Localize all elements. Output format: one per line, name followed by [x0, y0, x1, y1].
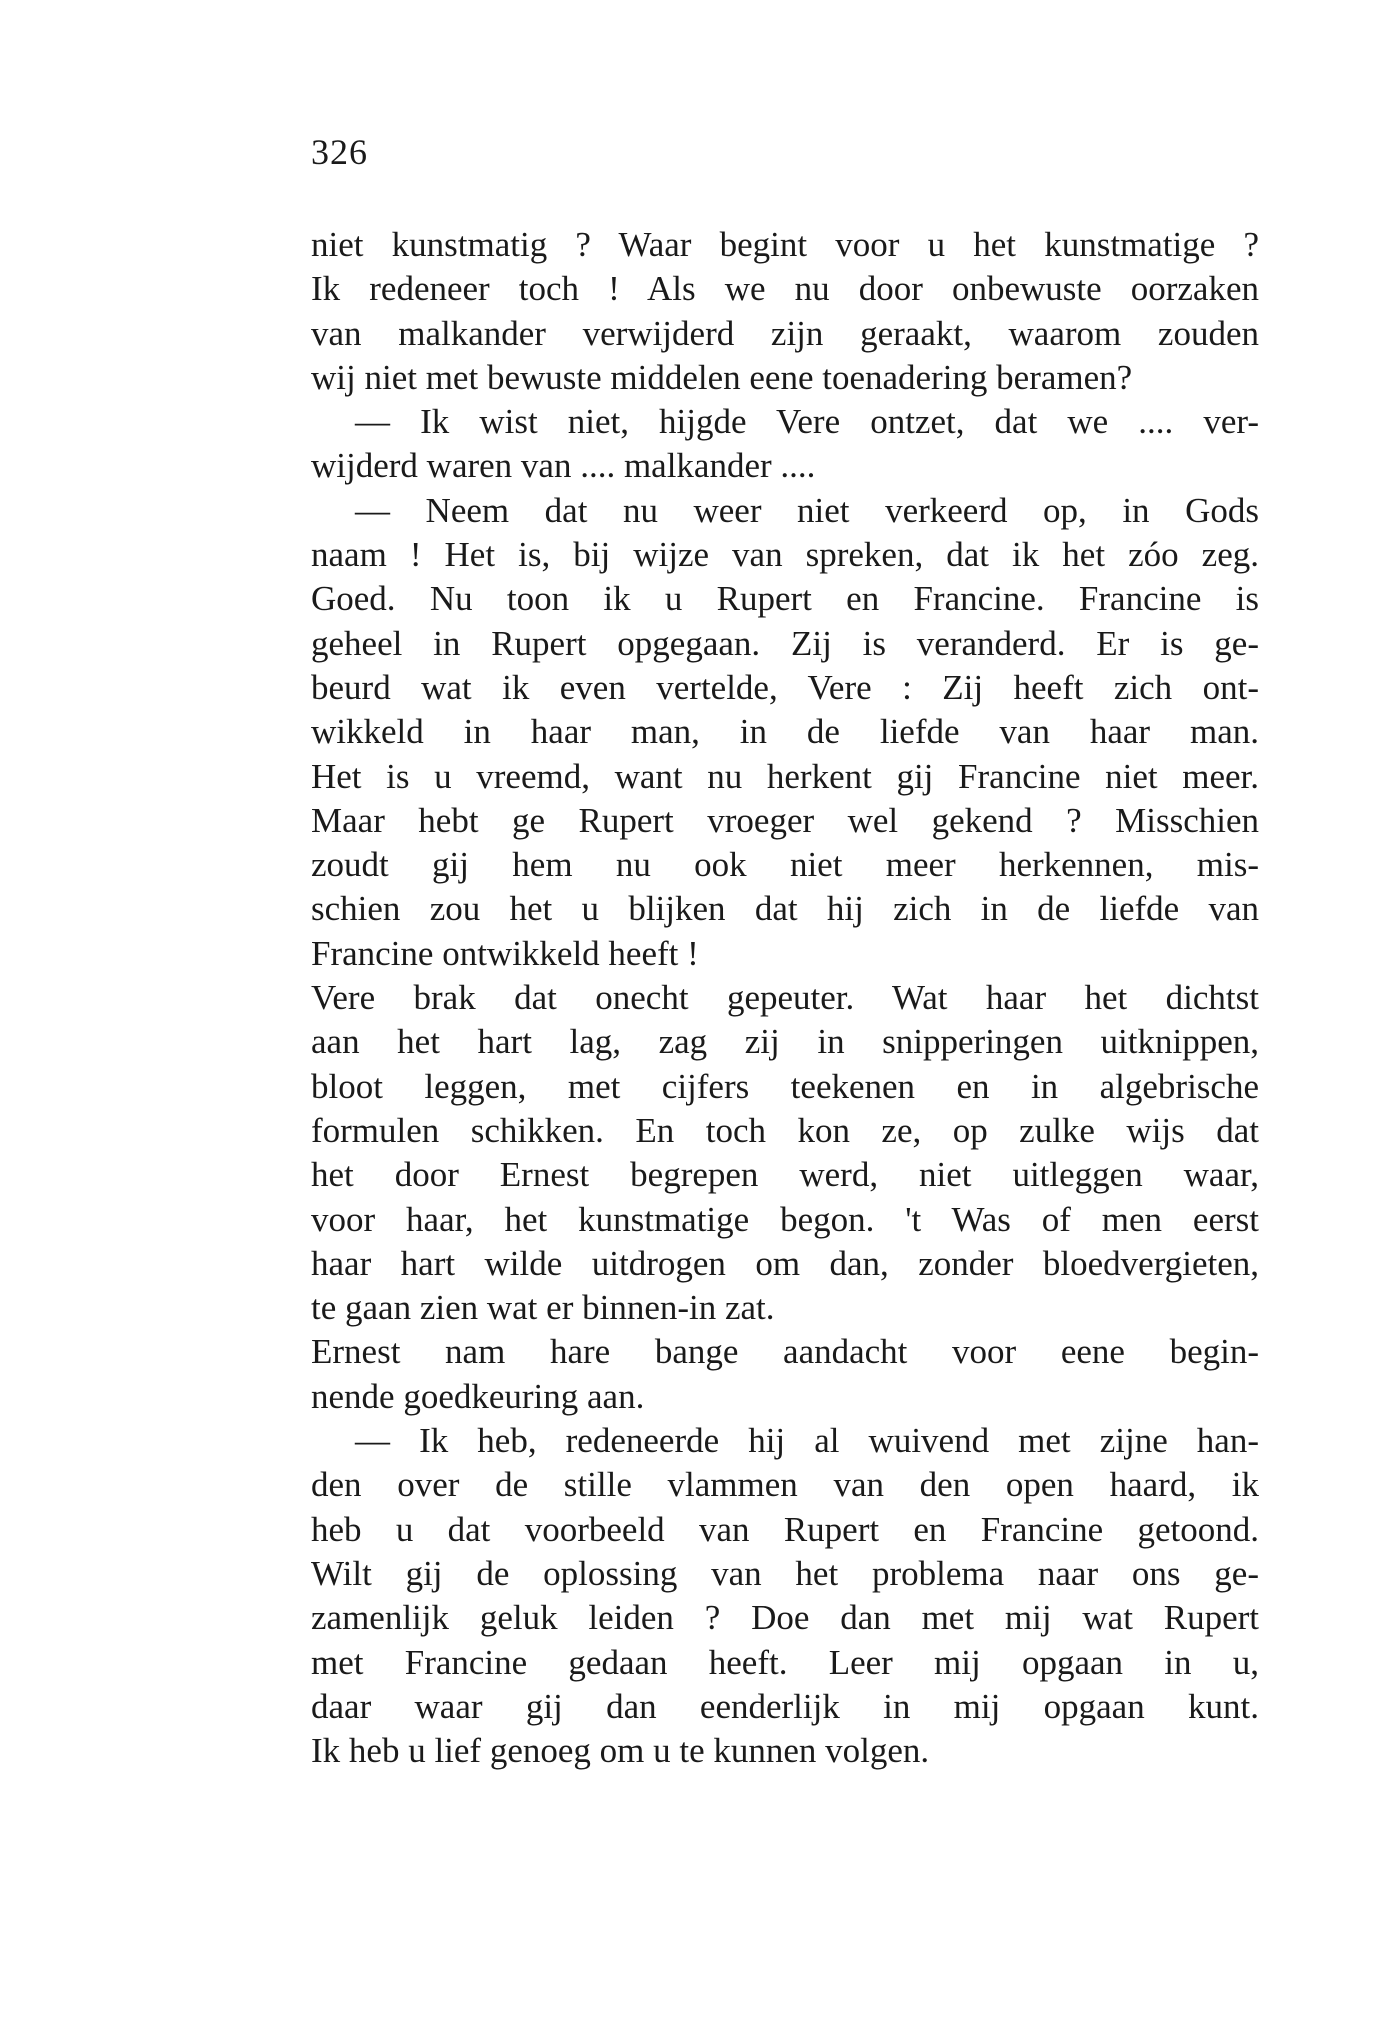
text-line: wikkeld in haar man, in de liefde van haar man. — [311, 712, 1259, 752]
body-text — [311, 223, 1259, 1773]
text-line: — Ik heb, redeneerde hij al wuivend met zijne han- — [355, 1421, 1259, 1461]
text-line: wijderd waren van .... malkander .... — [311, 446, 816, 486]
text-line: van malkander verwijderd zijn geraakt, waarom zouden — [311, 313, 1259, 353]
text-line: het door Ernest begrepen werd, niet uitleggen waar, — [311, 1155, 1259, 1195]
text-line: Ik heb u lief genoeg om u te kunnen volgen. — [311, 1731, 930, 1771]
text-line: aan het hart lag, zag zij in snipperingen uitknippen, — [311, 1022, 1259, 1062]
text-line: heb u dat voorbeeld van Rupert en Francine getoond. — [311, 1509, 1259, 1549]
text-line: zoudt gij hem nu ook niet meer herkennen, mis- — [311, 845, 1259, 885]
text-line: voor haar, het kunstmatige begon. 't Was of men eerst — [311, 1199, 1259, 1239]
text-line: den over de stille vlammen van den open haard, ik — [311, 1465, 1259, 1505]
text-line: Ernest nam hare bange aandacht voor eene begin- — [311, 1332, 1259, 1372]
text-line: niet kunstmatig ? Waar begint voor u het kunstmatige ? — [311, 225, 1259, 264]
text-line: Wilt gij de oplossing van het problema naar ons ge- — [311, 1553, 1259, 1593]
text-line: Maar hebt ge Rupert vroeger wel gekend ? Misschien — [311, 800, 1259, 840]
text-line: Ik redeneer toch ! Als we nu door onbewuste oorzaken — [311, 269, 1259, 309]
text-line: wij niet met bewuste middelen eene toenadering beramen? — [311, 357, 1133, 397]
text-line: — Neem dat nu weer niet verkeerd op, in Gods — [355, 490, 1259, 530]
text-line: nende goedkeuring aan. — [311, 1376, 645, 1416]
text-line: beurd wat ik even vertelde, Vere : Zij heeft zich ont- — [311, 667, 1259, 707]
text-line: Het is u vreemd, want nu herkent gij Francine niet meer. — [311, 756, 1259, 796]
text-line: schien zou het u blijken dat hij zich in de liefde van — [311, 889, 1259, 929]
text-line: Francine ontwikkeld heeft ! — [311, 933, 699, 973]
text-line: geheel in Rupert opgegaan. Zij is veranderd. Er is ge- — [311, 623, 1259, 663]
text-line: — Ik wist niet, hijgde Vere ontzet, dat we .... ver- — [355, 402, 1259, 442]
text-line: formulen schikken. En toch kon ze, op zulke wijs dat — [311, 1110, 1259, 1150]
page-number: 326 — [311, 132, 368, 172]
text-line: bloot leggen, met cijfers teekenen en in algebrische — [311, 1066, 1259, 1106]
text-line: daar waar gij dan eenderlijk in mij opgaan kunt. — [311, 1686, 1259, 1726]
text-line: Goed. Nu toon ik u Rupert en Francine. Francine is — [311, 579, 1259, 619]
text-line: naam ! Het is, bij wijze van spreken, dat ik het zóo zeg. — [311, 535, 1259, 575]
text-line: Vere brak dat onecht gepeuter. Wat haar het dichtst — [311, 978, 1259, 1018]
text-line: haar hart wilde uitdrogen om dan, zonder bloedvergieten, — [311, 1243, 1259, 1283]
text-line: zamenlijk geluk leiden ? Doe dan met mij wat Rupert — [311, 1598, 1259, 1638]
text-line: te gaan zien wat er binnen-in zat. — [311, 1288, 775, 1328]
text-line: met Francine gedaan heeft. Leer mij opgaan in u, — [311, 1642, 1259, 1682]
